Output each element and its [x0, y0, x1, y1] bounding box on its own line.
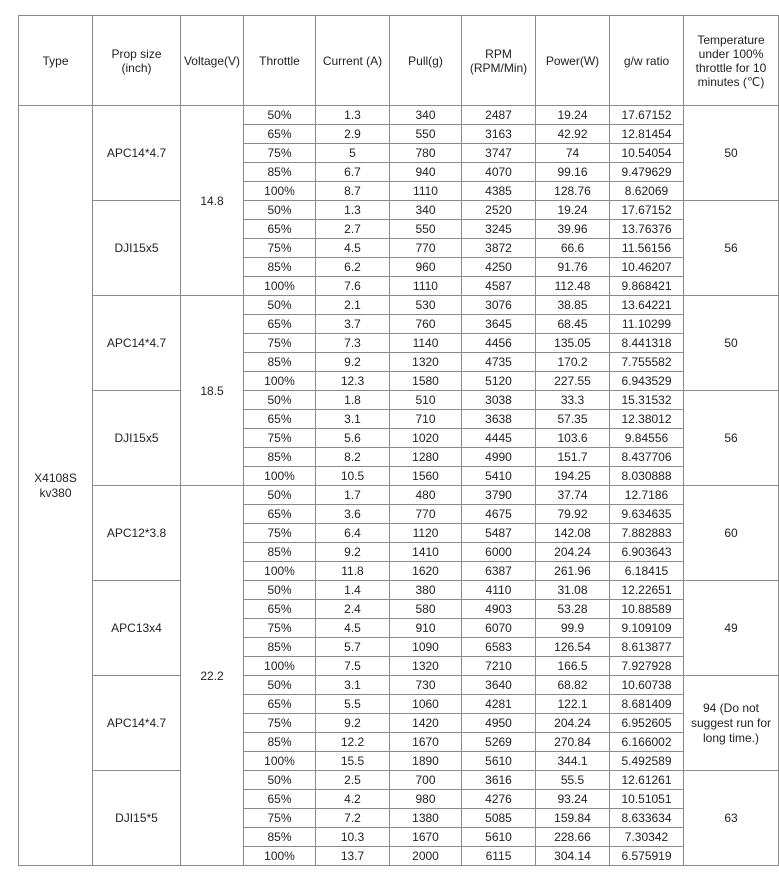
throttle-cell: 50% [244, 581, 316, 600]
pull-cell: 1670 [390, 733, 462, 752]
header-gw-ratio: g/w ratio [610, 16, 684, 106]
power-cell: 74 [536, 144, 610, 163]
current-cell: 2.9 [316, 125, 390, 144]
gw-ratio-cell: 9.634635 [610, 505, 684, 524]
gw-ratio-cell: 6.943529 [610, 372, 684, 391]
throttle-cell: 100% [244, 847, 316, 866]
power-cell: 151.7 [536, 448, 610, 467]
throttle-cell: 65% [244, 600, 316, 619]
power-cell: 37.74 [536, 486, 610, 505]
temperature-cell: 50 [684, 106, 779, 201]
power-cell: 93.24 [536, 790, 610, 809]
pull-cell: 940 [390, 163, 462, 182]
current-cell: 3.1 [316, 410, 390, 429]
gw-ratio-cell: 15.31532 [610, 391, 684, 410]
current-cell: 2.1 [316, 296, 390, 315]
rpm-cell: 4281 [462, 695, 536, 714]
rpm-cell: 3790 [462, 486, 536, 505]
pull-cell: 730 [390, 676, 462, 695]
power-cell: 204.24 [536, 714, 610, 733]
gw-ratio-cell: 9.868421 [610, 277, 684, 296]
throttle-cell: 85% [244, 258, 316, 277]
gw-ratio-cell: 10.54054 [610, 144, 684, 163]
gw-ratio-cell: 13.64221 [610, 296, 684, 315]
header-rpm: RPM (RPM/Min) [462, 16, 536, 106]
throttle-cell: 65% [244, 695, 316, 714]
throttle-cell: 85% [244, 638, 316, 657]
throttle-cell: 100% [244, 752, 316, 771]
rpm-cell: 6070 [462, 619, 536, 638]
rpm-cell: 4070 [462, 163, 536, 182]
rpm-cell: 6000 [462, 543, 536, 562]
pull-cell: 1420 [390, 714, 462, 733]
rpm-cell: 4445 [462, 429, 536, 448]
current-cell: 13.7 [316, 847, 390, 866]
power-cell: 68.45 [536, 315, 610, 334]
voltage-cell: 14.8 [181, 106, 244, 296]
pull-cell: 1110 [390, 182, 462, 201]
power-cell: 112.48 [536, 277, 610, 296]
pull-cell: 1320 [390, 657, 462, 676]
rpm-cell: 5120 [462, 372, 536, 391]
throttle-cell: 85% [244, 163, 316, 182]
current-cell: 7.6 [316, 277, 390, 296]
rpm-cell: 6583 [462, 638, 536, 657]
pull-cell: 700 [390, 771, 462, 790]
current-cell: 4.5 [316, 239, 390, 258]
rpm-cell: 5610 [462, 828, 536, 847]
current-cell: 4.2 [316, 790, 390, 809]
throttle-cell: 100% [244, 372, 316, 391]
header-row [19, 16, 779, 106]
gw-ratio-cell: 5.492589 [610, 752, 684, 771]
current-cell: 9.2 [316, 714, 390, 733]
throttle-cell: 75% [244, 714, 316, 733]
gw-ratio-cell: 7.755582 [610, 353, 684, 372]
current-cell: 5.5 [316, 695, 390, 714]
power-cell: 135.05 [536, 334, 610, 353]
header-power: Power(W) [536, 16, 610, 106]
current-cell: 5.7 [316, 638, 390, 657]
gw-ratio-cell: 12.22651 [610, 581, 684, 600]
current-cell: 7.2 [316, 809, 390, 828]
rpm-cell: 4990 [462, 448, 536, 467]
prop-size-cell: APC14*4.7 [93, 296, 181, 391]
rpm-cell: 4675 [462, 505, 536, 524]
pull-cell: 550 [390, 220, 462, 239]
rpm-cell: 3245 [462, 220, 536, 239]
temperature-cell: 60 [684, 486, 779, 581]
temperature-cell: 49 [684, 581, 779, 676]
gw-ratio-cell: 9.109109 [610, 619, 684, 638]
pull-cell: 760 [390, 315, 462, 334]
throttle-cell: 85% [244, 543, 316, 562]
power-cell: 261.96 [536, 562, 610, 581]
throttle-cell: 75% [244, 524, 316, 543]
throttle-cell: 75% [244, 809, 316, 828]
throttle-cell: 50% [244, 486, 316, 505]
current-cell: 6.2 [316, 258, 390, 277]
pull-cell: 340 [390, 201, 462, 220]
pull-cell: 1890 [390, 752, 462, 771]
rpm-cell: 4110 [462, 581, 536, 600]
temperature-cell: 94 (Do not suggest run for long time.) [684, 676, 779, 771]
gw-ratio-cell: 11.56156 [610, 239, 684, 258]
rpm-cell: 3038 [462, 391, 536, 410]
rpm-cell: 5487 [462, 524, 536, 543]
rpm-cell: 3640 [462, 676, 536, 695]
gw-ratio-cell: 11.10299 [610, 315, 684, 334]
pull-cell: 1580 [390, 372, 462, 391]
voltage-cell: 18.5 [181, 296, 244, 486]
gw-ratio-cell: 8.62069 [610, 182, 684, 201]
current-cell: 1.8 [316, 391, 390, 410]
rpm-cell: 2520 [462, 201, 536, 220]
gw-ratio-cell: 8.441318 [610, 334, 684, 353]
rpm-cell: 4250 [462, 258, 536, 277]
gw-ratio-cell: 12.7186 [610, 486, 684, 505]
pull-cell: 710 [390, 410, 462, 429]
header-type: Type [19, 16, 93, 106]
current-cell: 1.3 [316, 201, 390, 220]
pull-cell: 960 [390, 258, 462, 277]
current-cell: 6.4 [316, 524, 390, 543]
gw-ratio-cell: 6.18415 [610, 562, 684, 581]
current-cell: 3.6 [316, 505, 390, 524]
rpm-cell: 5085 [462, 809, 536, 828]
power-cell: 304.14 [536, 847, 610, 866]
gw-ratio-cell: 17.67152 [610, 201, 684, 220]
pull-cell: 1090 [390, 638, 462, 657]
pull-cell: 580 [390, 600, 462, 619]
gw-ratio-cell: 6.952605 [610, 714, 684, 733]
current-cell: 8.7 [316, 182, 390, 201]
rpm-cell: 6387 [462, 562, 536, 581]
gw-ratio-cell: 8.437706 [610, 448, 684, 467]
power-cell: 122.1 [536, 695, 610, 714]
current-cell: 8.2 [316, 448, 390, 467]
pull-cell: 780 [390, 144, 462, 163]
pull-cell: 1060 [390, 695, 462, 714]
current-cell: 11.8 [316, 562, 390, 581]
gw-ratio-cell: 8.613877 [610, 638, 684, 657]
current-cell: 4.5 [316, 619, 390, 638]
header-current: Current (A) [316, 16, 390, 106]
throttle-cell: 65% [244, 505, 316, 524]
power-cell: 228.66 [536, 828, 610, 847]
gw-ratio-cell: 10.88589 [610, 600, 684, 619]
current-cell: 15.5 [316, 752, 390, 771]
rpm-cell: 3638 [462, 410, 536, 429]
throttle-cell: 65% [244, 125, 316, 144]
power-cell: 159.84 [536, 809, 610, 828]
current-cell: 7.5 [316, 657, 390, 676]
temperature-cell: 56 [684, 201, 779, 296]
throttle-cell: 75% [244, 429, 316, 448]
power-cell: 344.1 [536, 752, 610, 771]
rpm-cell: 4587 [462, 277, 536, 296]
current-cell: 10.3 [316, 828, 390, 847]
power-cell: 38.85 [536, 296, 610, 315]
throttle-cell: 50% [244, 106, 316, 125]
power-cell: 270.84 [536, 733, 610, 752]
pull-cell: 1140 [390, 334, 462, 353]
pull-cell: 1320 [390, 353, 462, 372]
current-cell: 12.3 [316, 372, 390, 391]
power-cell: 57.35 [536, 410, 610, 429]
throttle-cell: 50% [244, 296, 316, 315]
temperature-cell: 56 [684, 391, 779, 486]
pull-cell: 770 [390, 239, 462, 258]
power-cell: 128.76 [536, 182, 610, 201]
throttle-cell: 100% [244, 467, 316, 486]
current-cell: 7.3 [316, 334, 390, 353]
pull-cell: 1670 [390, 828, 462, 847]
motor-test-data-table-container [18, 15, 779, 866]
gw-ratio-cell: 7.882883 [610, 524, 684, 543]
pull-cell: 980 [390, 790, 462, 809]
pull-cell: 1410 [390, 543, 462, 562]
pull-cell: 2000 [390, 847, 462, 866]
current-cell: 5 [316, 144, 390, 163]
power-cell: 33.3 [536, 391, 610, 410]
table-row [19, 296, 779, 315]
table-row [19, 106, 779, 125]
gw-ratio-cell: 6.575919 [610, 847, 684, 866]
throttle-cell: 50% [244, 391, 316, 410]
rpm-cell: 4950 [462, 714, 536, 733]
current-cell: 2.5 [316, 771, 390, 790]
pull-cell: 1110 [390, 277, 462, 296]
power-cell: 42.92 [536, 125, 610, 144]
power-cell: 142.08 [536, 524, 610, 543]
pull-cell: 910 [390, 619, 462, 638]
pull-cell: 550 [390, 125, 462, 144]
motor-type-cell: X4108S kv380 [19, 106, 93, 866]
pull-cell: 340 [390, 106, 462, 125]
power-cell: 79.92 [536, 505, 610, 524]
prop-size-cell: DJI15x5 [93, 201, 181, 296]
pull-cell: 380 [390, 581, 462, 600]
power-cell: 66.6 [536, 239, 610, 258]
gw-ratio-cell: 12.81454 [610, 125, 684, 144]
power-cell: 19.24 [536, 106, 610, 125]
current-cell: 12.2 [316, 733, 390, 752]
throttle-cell: 100% [244, 562, 316, 581]
throttle-cell: 100% [244, 182, 316, 201]
gw-ratio-cell: 10.60738 [610, 676, 684, 695]
current-cell: 1.7 [316, 486, 390, 505]
power-cell: 99.16 [536, 163, 610, 182]
pull-cell: 1560 [390, 467, 462, 486]
pull-cell: 510 [390, 391, 462, 410]
header-voltage: Voltage(V) [181, 16, 244, 106]
gw-ratio-cell: 8.681409 [610, 695, 684, 714]
temperature-cell: 50 [684, 296, 779, 391]
power-cell: 53.28 [536, 600, 610, 619]
header-throttle: Throttle [244, 16, 316, 106]
throttle-cell: 75% [244, 619, 316, 638]
rpm-cell: 5410 [462, 467, 536, 486]
prop-size-cell: DJI15x5 [93, 391, 181, 486]
throttle-cell: 65% [244, 220, 316, 239]
throttle-cell: 85% [244, 353, 316, 372]
gw-ratio-cell: 10.51051 [610, 790, 684, 809]
pull-cell: 1380 [390, 809, 462, 828]
gw-ratio-cell: 6.903643 [610, 543, 684, 562]
current-cell: 10.5 [316, 467, 390, 486]
table-row [19, 581, 779, 600]
gw-ratio-cell: 7.927928 [610, 657, 684, 676]
pull-cell: 770 [390, 505, 462, 524]
power-cell: 103.6 [536, 429, 610, 448]
throttle-cell: 65% [244, 410, 316, 429]
rpm-cell: 3747 [462, 144, 536, 163]
rpm-cell: 4385 [462, 182, 536, 201]
gw-ratio-cell: 9.479629 [610, 163, 684, 182]
rpm-cell: 5269 [462, 733, 536, 752]
current-cell: 3.7 [316, 315, 390, 334]
current-cell: 2.7 [316, 220, 390, 239]
rpm-cell: 7210 [462, 657, 536, 676]
temperature-cell: 63 [684, 771, 779, 866]
gw-ratio-cell: 9.84556 [610, 429, 684, 448]
power-cell: 55.5 [536, 771, 610, 790]
prop-size-cell: DJI15*5 [93, 771, 181, 866]
power-cell: 126.54 [536, 638, 610, 657]
table-row [19, 676, 779, 695]
pull-cell: 1120 [390, 524, 462, 543]
table-row [19, 391, 779, 410]
rpm-cell: 4456 [462, 334, 536, 353]
rpm-cell: 3076 [462, 296, 536, 315]
current-cell: 9.2 [316, 353, 390, 372]
power-cell: 204.24 [536, 543, 610, 562]
gw-ratio-cell: 8.633634 [610, 809, 684, 828]
gw-ratio-cell: 7.30342 [610, 828, 684, 847]
power-cell: 91.76 [536, 258, 610, 277]
rpm-cell: 3872 [462, 239, 536, 258]
gw-ratio-cell: 6.166002 [610, 733, 684, 752]
throttle-cell: 100% [244, 277, 316, 296]
voltage-cell: 22.2 [181, 486, 244, 866]
current-cell: 9.2 [316, 543, 390, 562]
gw-ratio-cell: 8.030888 [610, 467, 684, 486]
rpm-cell: 3163 [462, 125, 536, 144]
power-cell: 19.24 [536, 201, 610, 220]
prop-size-cell: APC13x4 [93, 581, 181, 676]
throttle-cell: 65% [244, 790, 316, 809]
pull-cell: 530 [390, 296, 462, 315]
gw-ratio-cell: 17.67152 [610, 106, 684, 125]
rpm-cell: 6115 [462, 847, 536, 866]
rpm-cell: 5610 [462, 752, 536, 771]
gw-ratio-cell: 10.46207 [610, 258, 684, 277]
throttle-cell: 100% [244, 657, 316, 676]
prop-size-cell: APC12*3.8 [93, 486, 181, 581]
power-cell: 31.08 [536, 581, 610, 600]
current-cell: 2.4 [316, 600, 390, 619]
current-cell: 1.3 [316, 106, 390, 125]
motor-test-data-table [18, 15, 779, 866]
power-cell: 170.2 [536, 353, 610, 372]
throttle-cell: 75% [244, 144, 316, 163]
throttle-cell: 50% [244, 676, 316, 695]
prop-size-cell: APC14*4.7 [93, 106, 181, 201]
header-pull: Pull(g) [390, 16, 462, 106]
power-cell: 227.55 [536, 372, 610, 391]
header-prop-size: Prop size (inch) [93, 16, 181, 106]
current-cell: 3.1 [316, 676, 390, 695]
header-temperature: Temperature under 100% throttle for 10 minutes (℃) [684, 16, 779, 106]
current-cell: 1.4 [316, 581, 390, 600]
table-row [19, 201, 779, 220]
pull-cell: 1620 [390, 562, 462, 581]
table-row [19, 771, 779, 790]
power-cell: 39.96 [536, 220, 610, 239]
throttle-cell: 65% [244, 315, 316, 334]
rpm-cell: 3616 [462, 771, 536, 790]
rpm-cell: 4735 [462, 353, 536, 372]
throttle-cell: 75% [244, 239, 316, 258]
gw-ratio-cell: 12.38012 [610, 410, 684, 429]
power-cell: 194.25 [536, 467, 610, 486]
rpm-cell: 2487 [462, 106, 536, 125]
power-cell: 68.82 [536, 676, 610, 695]
throttle-cell: 85% [244, 828, 316, 847]
throttle-cell: 50% [244, 201, 316, 220]
throttle-cell: 85% [244, 448, 316, 467]
pull-cell: 1020 [390, 429, 462, 448]
gw-ratio-cell: 12.61261 [610, 771, 684, 790]
current-cell: 6.7 [316, 163, 390, 182]
rpm-cell: 4903 [462, 600, 536, 619]
prop-size-cell: APC14*4.7 [93, 676, 181, 771]
current-cell: 5.6 [316, 429, 390, 448]
pull-cell: 480 [390, 486, 462, 505]
table-row [19, 486, 779, 505]
rpm-cell: 3645 [462, 315, 536, 334]
throttle-cell: 75% [244, 334, 316, 353]
power-cell: 99.9 [536, 619, 610, 638]
throttle-cell: 85% [244, 733, 316, 752]
power-cell: 166.5 [536, 657, 610, 676]
gw-ratio-cell: 13.76376 [610, 220, 684, 239]
throttle-cell: 50% [244, 771, 316, 790]
rpm-cell: 4276 [462, 790, 536, 809]
pull-cell: 1280 [390, 448, 462, 467]
table-body [19, 106, 779, 866]
